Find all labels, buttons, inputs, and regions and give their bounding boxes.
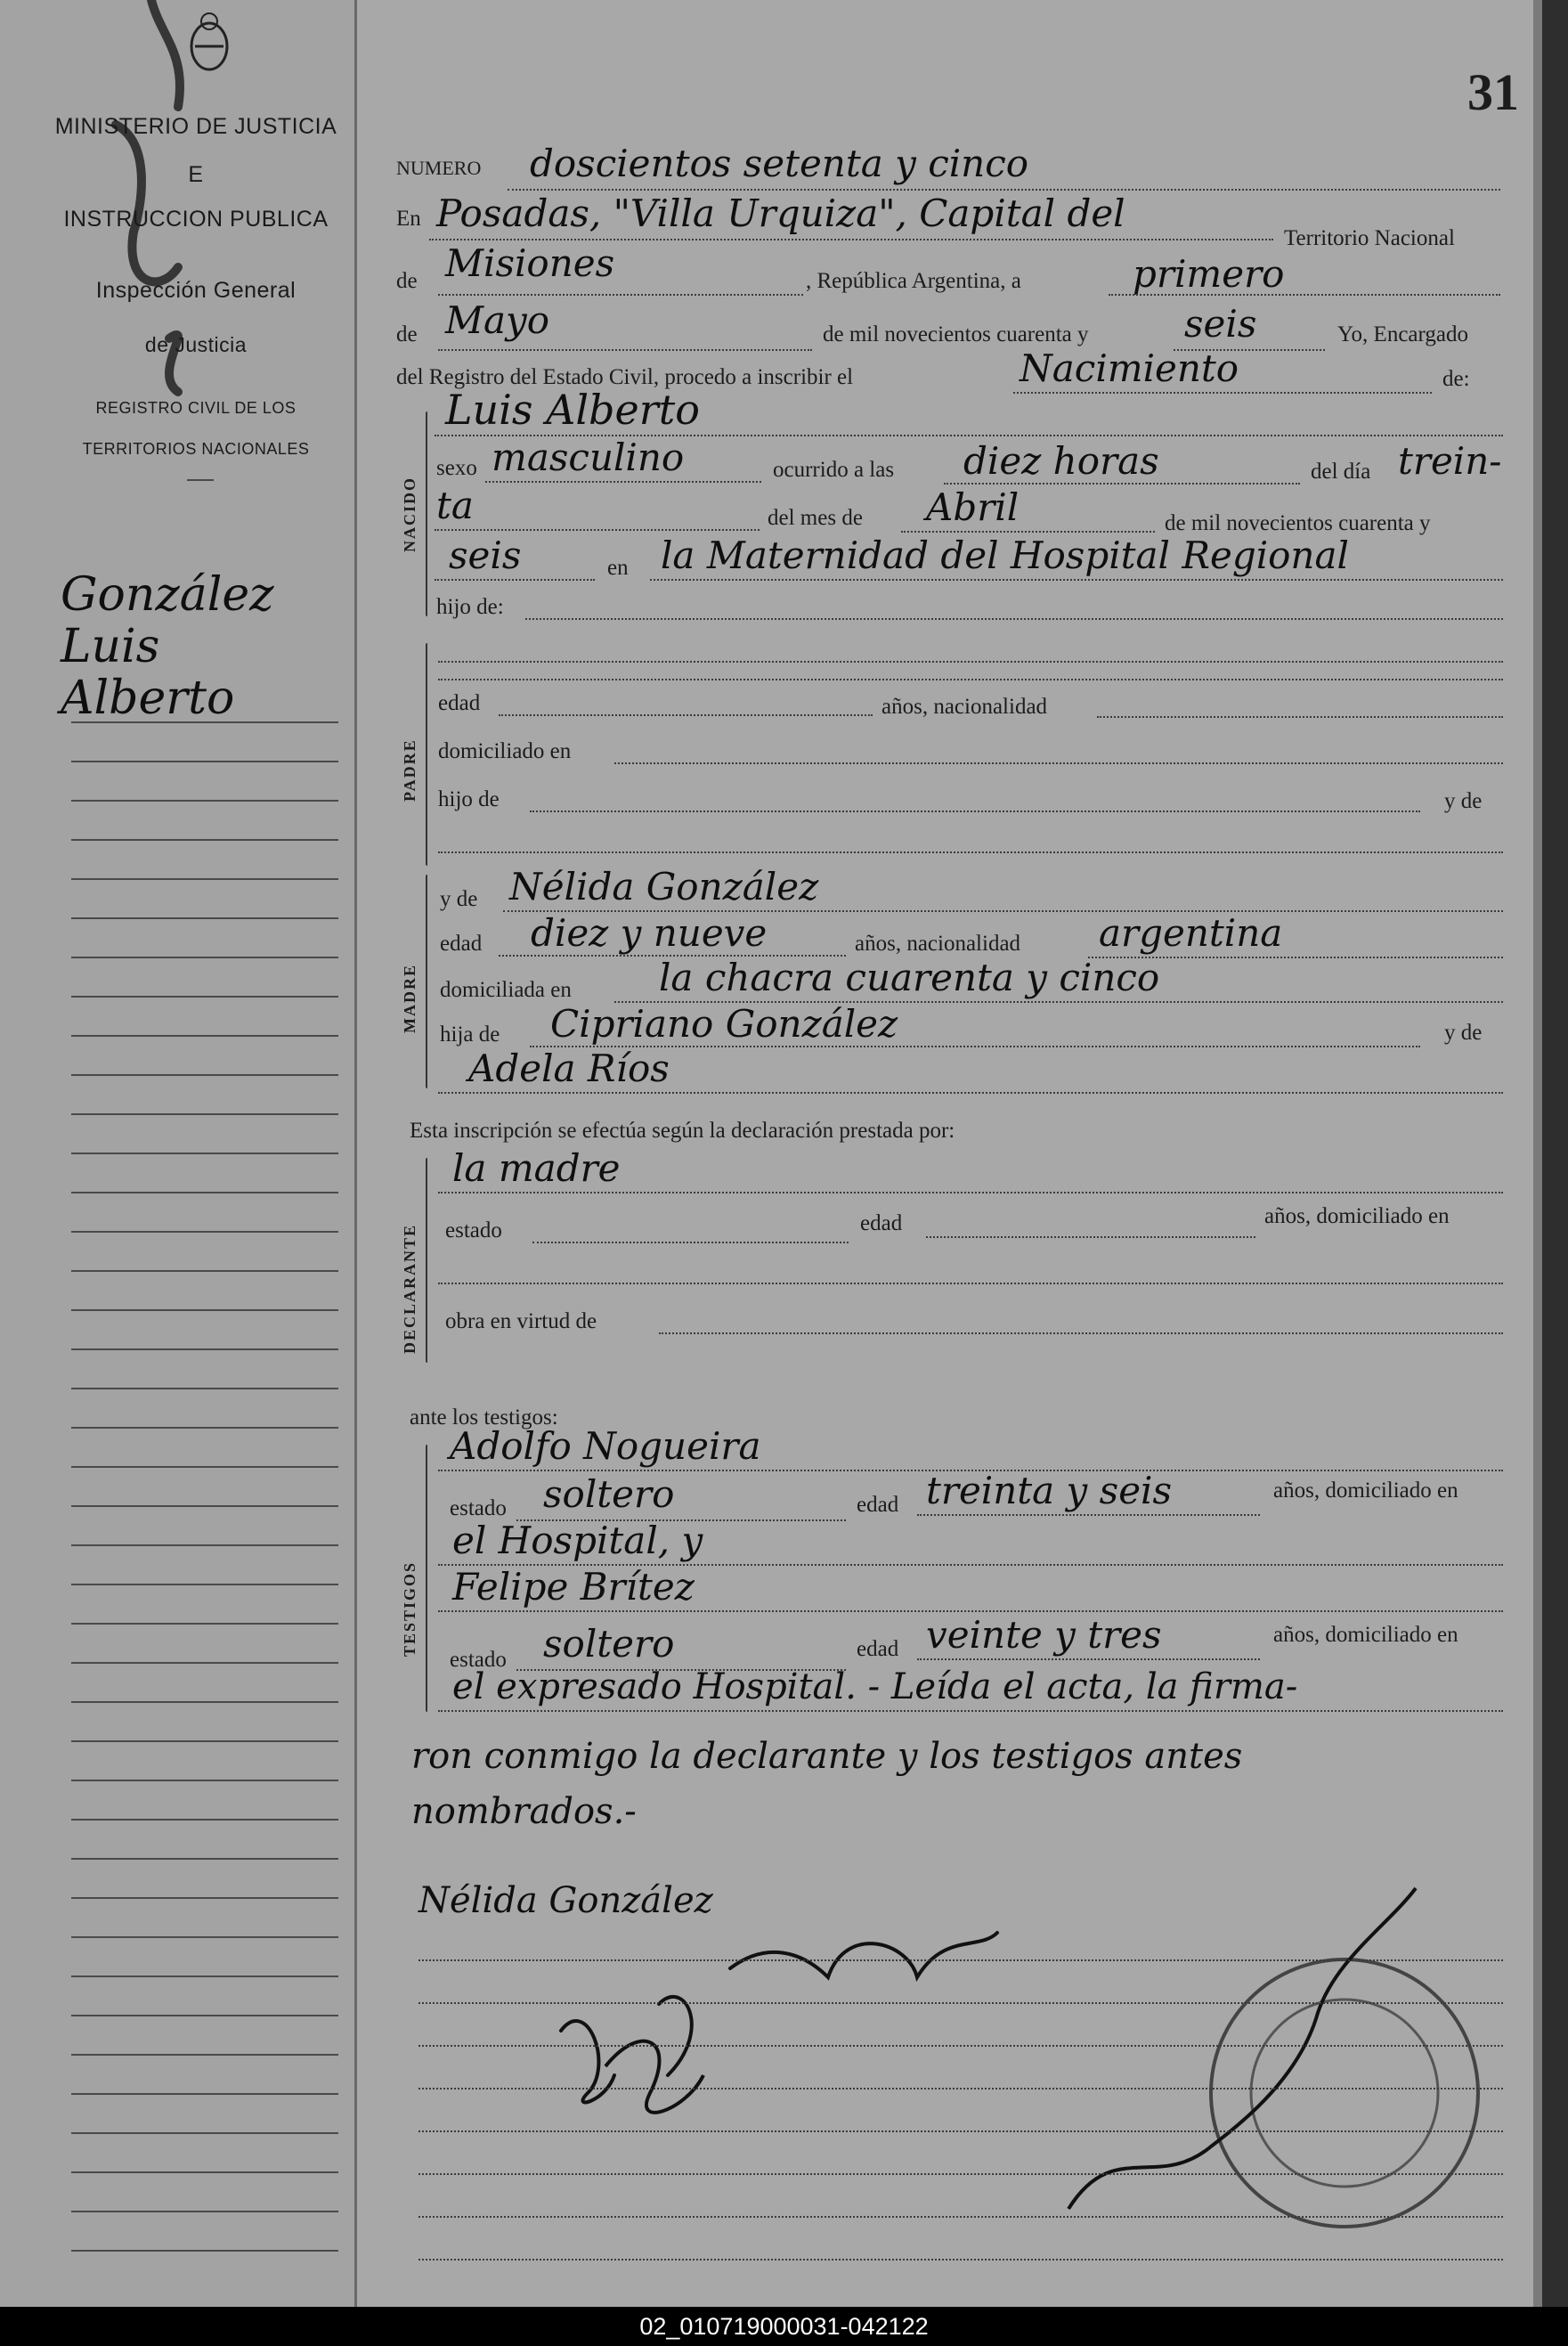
madre-padre-value: Cipriano González xyxy=(550,1002,898,1046)
declarante-nombre-value: la madre xyxy=(452,1146,621,1190)
de-label-2: de xyxy=(396,322,418,346)
de-colon-label: de: xyxy=(1442,367,1470,391)
nacido-section-label: NACIDO xyxy=(401,476,418,552)
dia-value: primero xyxy=(1133,252,1285,296)
declarante-edad-label: edad xyxy=(860,1211,903,1235)
margin-ruled-line xyxy=(71,1035,338,1037)
dia-line xyxy=(1109,294,1500,296)
margin-ruled-line xyxy=(71,1270,338,1272)
ministry-line-5: de Justicia xyxy=(144,333,248,356)
margin-ruled-line xyxy=(71,1623,338,1625)
margin-ruled-line xyxy=(71,1701,338,1703)
margin-ruled-line xyxy=(71,1309,338,1311)
declarante-brace xyxy=(426,1158,427,1363)
testigos-intro: ante los testigos: xyxy=(410,1405,558,1430)
margin-ruled-line xyxy=(71,1074,338,1076)
madre-nombre-value: Nélida González xyxy=(509,865,819,908)
declarante-edad-line xyxy=(926,1236,1255,1238)
padre-nacionalidad-line xyxy=(1097,716,1503,718)
nacido-en-label: en xyxy=(607,556,629,580)
t1-anios-label: años, domiciliado en xyxy=(1273,1478,1458,1503)
t1-estado-label: estado xyxy=(450,1496,507,1520)
t2-edad-value: veinte y tres xyxy=(926,1613,1162,1657)
ministry-line-6: REGISTRO CIVIL DE LOS xyxy=(95,399,297,417)
nacido-milnov-label: de mil novecientos cuarenta y xyxy=(1165,511,1431,535)
territorio-value: Misiones xyxy=(445,241,615,285)
t2-anios-label: años, domiciliado en xyxy=(1273,1623,1458,1647)
t1-edad-label: edad xyxy=(857,1493,899,1517)
closing-line-1: ron conmigo la declarante y los testigos antes xyxy=(411,1736,1243,1777)
yo-label: Yo, Encargado xyxy=(1337,322,1468,346)
declarante-domicilio-line xyxy=(438,1283,1503,1284)
t1-edad-line xyxy=(917,1514,1260,1516)
dia-value-2: ta xyxy=(436,484,474,527)
margin-ruled-line xyxy=(71,2093,338,2095)
ministry-line-7: TERRITORIOS NACIONALES xyxy=(82,440,310,458)
ministry-line-2: E xyxy=(188,162,204,187)
padre-domiciliado-label: domiciliado en xyxy=(438,739,572,763)
margin-ruled-line xyxy=(71,1388,338,1389)
declarante-intro: Esta inscripción se efectúa según la declaración prestada por: xyxy=(410,1119,955,1143)
margin-ruled-line xyxy=(71,1858,338,1860)
t2-edad-line xyxy=(917,1658,1260,1660)
sexo-line xyxy=(485,481,761,483)
closing-line-2: nombrados.- xyxy=(411,1791,637,1832)
margin-ruled-line xyxy=(71,957,338,958)
margin-ruled-line xyxy=(71,878,338,880)
mother-signature: Nélida González xyxy=(418,1880,713,1921)
sexo-label: sexo xyxy=(436,456,477,480)
declarante-nombre-line xyxy=(438,1192,1503,1193)
page-ruled-line xyxy=(418,2259,1503,2260)
t1-estado-value: soltero xyxy=(543,1472,675,1516)
lugar-line xyxy=(429,239,1273,240)
madre-edad-label: edad xyxy=(440,932,483,956)
padre-hijode-label: hijo de xyxy=(438,787,500,811)
hijo-label: hijo de: xyxy=(436,595,504,619)
ministry-line-3: INSTRUCCION PUBLICA xyxy=(63,207,329,232)
madre-madre-line xyxy=(438,1092,1503,1094)
acto-line xyxy=(1013,392,1432,394)
margin-ruled-line xyxy=(71,1231,338,1233)
madre-domicilio-value: la chacra cuarenta y cinco xyxy=(659,956,1160,999)
sexo-value: masculino xyxy=(492,436,685,479)
madre-hijade-label: hija de xyxy=(440,1022,500,1047)
madre-madre-value: Adela Ríos xyxy=(468,1047,670,1090)
t2-domicilio-value: el expresado Hospital. - Leída el acta, la firma- xyxy=(452,1666,1298,1707)
margin-ruled-line xyxy=(71,2250,338,2252)
padre-hijode-line xyxy=(530,811,1420,812)
margin-given-name-1: Luis xyxy=(61,620,160,673)
hora-line xyxy=(944,483,1300,485)
nacido-mes-line xyxy=(901,531,1155,533)
margin-ruled-line xyxy=(71,2015,338,2016)
madre-brace xyxy=(426,875,427,1088)
margin-ruled-line xyxy=(71,1584,338,1585)
t2-estado-label: estado xyxy=(450,1648,507,1672)
page-ruled-line xyxy=(418,2216,1503,2218)
declarante-obra-line xyxy=(659,1332,1503,1334)
page-ruled-line xyxy=(418,2130,1503,2132)
margin-given-name-2: Alberto xyxy=(61,672,235,725)
t2-nombre-value: Felipe Brítez xyxy=(452,1565,695,1609)
padre-section-label: PADRE xyxy=(401,738,418,802)
margin-ruled-line xyxy=(71,1780,338,1781)
anio-value: seis xyxy=(1184,302,1257,346)
nacido-brace xyxy=(426,411,427,616)
padre-name-line-2 xyxy=(438,679,1503,680)
margin-ruled-line xyxy=(71,1153,338,1154)
left-margin-column xyxy=(0,0,357,2307)
margin-ruled-line xyxy=(71,1348,338,1350)
margin-ruled-line xyxy=(71,1113,338,1115)
t1-domicilio-value: el Hospital, y xyxy=(452,1519,703,1562)
madre-yde-label: y de xyxy=(440,887,478,911)
ministry-line-4: Inspección General xyxy=(95,278,297,303)
t2-estado-value: soltero xyxy=(543,1622,675,1666)
margin-ruled-line xyxy=(71,1936,338,1938)
padre-brace xyxy=(426,643,427,866)
t1-nombre-value: Adolfo Nogueira xyxy=(450,1424,761,1468)
en-label: En xyxy=(396,207,421,231)
registro-label: del Registro del Estado Civil, procedo a inscribir el xyxy=(396,365,854,389)
page-number: 31 xyxy=(1467,63,1519,121)
deldia-label: del día xyxy=(1311,460,1371,484)
delmes-label: del mes de xyxy=(768,506,863,530)
ministry-dash xyxy=(187,479,214,481)
dia-line xyxy=(435,529,760,531)
madre-nacionalidad-value: argentina xyxy=(1099,911,1283,955)
margin-ruled-line xyxy=(71,721,338,723)
page-ruled-line xyxy=(418,1959,1503,1961)
declarante-section-label: DECLARANTE xyxy=(401,1223,418,1354)
margin-ruled-line xyxy=(71,1740,338,1742)
page-ruled-line xyxy=(418,2002,1503,2004)
margin-ruled-line xyxy=(71,2171,338,2173)
mes-line xyxy=(438,349,812,351)
nacido-mes-value: Abril xyxy=(926,485,1020,529)
t2-domicilio-line xyxy=(438,1710,1503,1712)
madre-edad-value: diez y nueve xyxy=(531,911,768,955)
page-ruled-line xyxy=(418,2045,1503,2047)
nombre-value: Luis Alberto xyxy=(445,386,700,434)
dia-value-1: trein- xyxy=(1398,439,1502,483)
page-ruled-line xyxy=(418,2173,1503,2175)
territorio-label: Territorio Nacional xyxy=(1284,226,1455,250)
numero-value: doscientos setenta y cinco xyxy=(530,142,1029,185)
madre-domiciliada-label: domiciliada en xyxy=(440,978,572,1002)
t2-nombre-line xyxy=(438,1610,1503,1612)
margin-ruled-line xyxy=(71,1466,338,1468)
padre-yde-label: y de xyxy=(1444,789,1483,813)
testigos-section-label: TESTIGOS xyxy=(401,1560,418,1657)
territorio-line xyxy=(438,294,803,296)
margin-ruled-line xyxy=(71,800,338,802)
republica-label: , República Argentina, a xyxy=(806,269,1021,293)
margin-ruled-line xyxy=(71,1427,338,1429)
de-label: de xyxy=(396,269,418,293)
t2-edad-label: edad xyxy=(857,1637,899,1661)
margin-ruled-line xyxy=(71,1662,338,1664)
margin-ruled-line xyxy=(71,1897,338,1899)
signatures-and-seal-icon xyxy=(534,1870,1531,2280)
margin-ruled-line xyxy=(71,839,338,841)
lugar-value: Posadas, "Villa Urquiza", Capital del xyxy=(436,191,1125,235)
padre-anios-label: años, nacionalidad xyxy=(881,695,1048,719)
acto-value: Nacimiento xyxy=(1020,346,1239,390)
padre-name-line xyxy=(438,661,1503,663)
madre-section-label: MADRE xyxy=(401,964,418,1033)
footer-id: 02_010719000031-042122 xyxy=(0,2307,1568,2346)
margin-ruled-line xyxy=(71,761,338,762)
t1-edad-value: treinta y seis xyxy=(926,1469,1173,1512)
hora-value: diez horas xyxy=(963,439,1159,483)
page-ruled-line xyxy=(418,2088,1503,2089)
ministry-line-1: MINISTERIO DE JUSTICIA xyxy=(54,114,337,139)
madre-yde-label-2: y de xyxy=(1444,1021,1483,1045)
margin-ruled-line xyxy=(71,996,338,998)
margin-ruled-line xyxy=(71,2132,338,2134)
margin-ruled-line xyxy=(71,2211,338,2212)
numero-label: NUMERO xyxy=(396,157,482,179)
padre-edad-line xyxy=(499,714,873,716)
hijo-line xyxy=(525,618,1503,620)
margin-surname: González xyxy=(61,568,274,622)
padre-edad-label: edad xyxy=(438,691,481,715)
nacido-lugar-line xyxy=(650,579,1503,581)
nacido-anio-line xyxy=(435,579,595,581)
milnov-label: de mil novecientos cuarenta y xyxy=(823,322,1089,346)
page-edge xyxy=(1533,0,1542,2307)
padre-domicilio-line xyxy=(614,762,1503,764)
margin-ruled-line xyxy=(71,1819,338,1821)
mes-value: Mayo xyxy=(445,298,550,342)
declarante-estado-line xyxy=(532,1242,849,1243)
padre-yde-line xyxy=(438,851,1503,853)
margin-ruled-line xyxy=(71,1192,338,1193)
margin-ruled-line xyxy=(71,1975,338,1977)
numero-line xyxy=(508,189,1500,191)
testigos-brace xyxy=(426,1445,427,1712)
margin-ruled-line xyxy=(71,2054,338,2056)
nacido-lugar-value: la Maternidad del Hospital Regional xyxy=(661,534,1349,577)
declarante-obra-label: obra en virtud de xyxy=(445,1309,597,1333)
madre-anios-label: años, nacionalidad xyxy=(855,932,1021,956)
ocurrido-label: ocurrido a las xyxy=(773,458,895,482)
margin-ruled-line xyxy=(71,1544,338,1546)
declarante-anios-label: años, domiciliado en xyxy=(1264,1204,1450,1228)
margin-ruled-line xyxy=(71,1505,338,1507)
declarante-estado-label: estado xyxy=(445,1218,502,1242)
nacido-anio-value: seis xyxy=(449,534,522,577)
margin-ruled-line xyxy=(71,917,338,919)
